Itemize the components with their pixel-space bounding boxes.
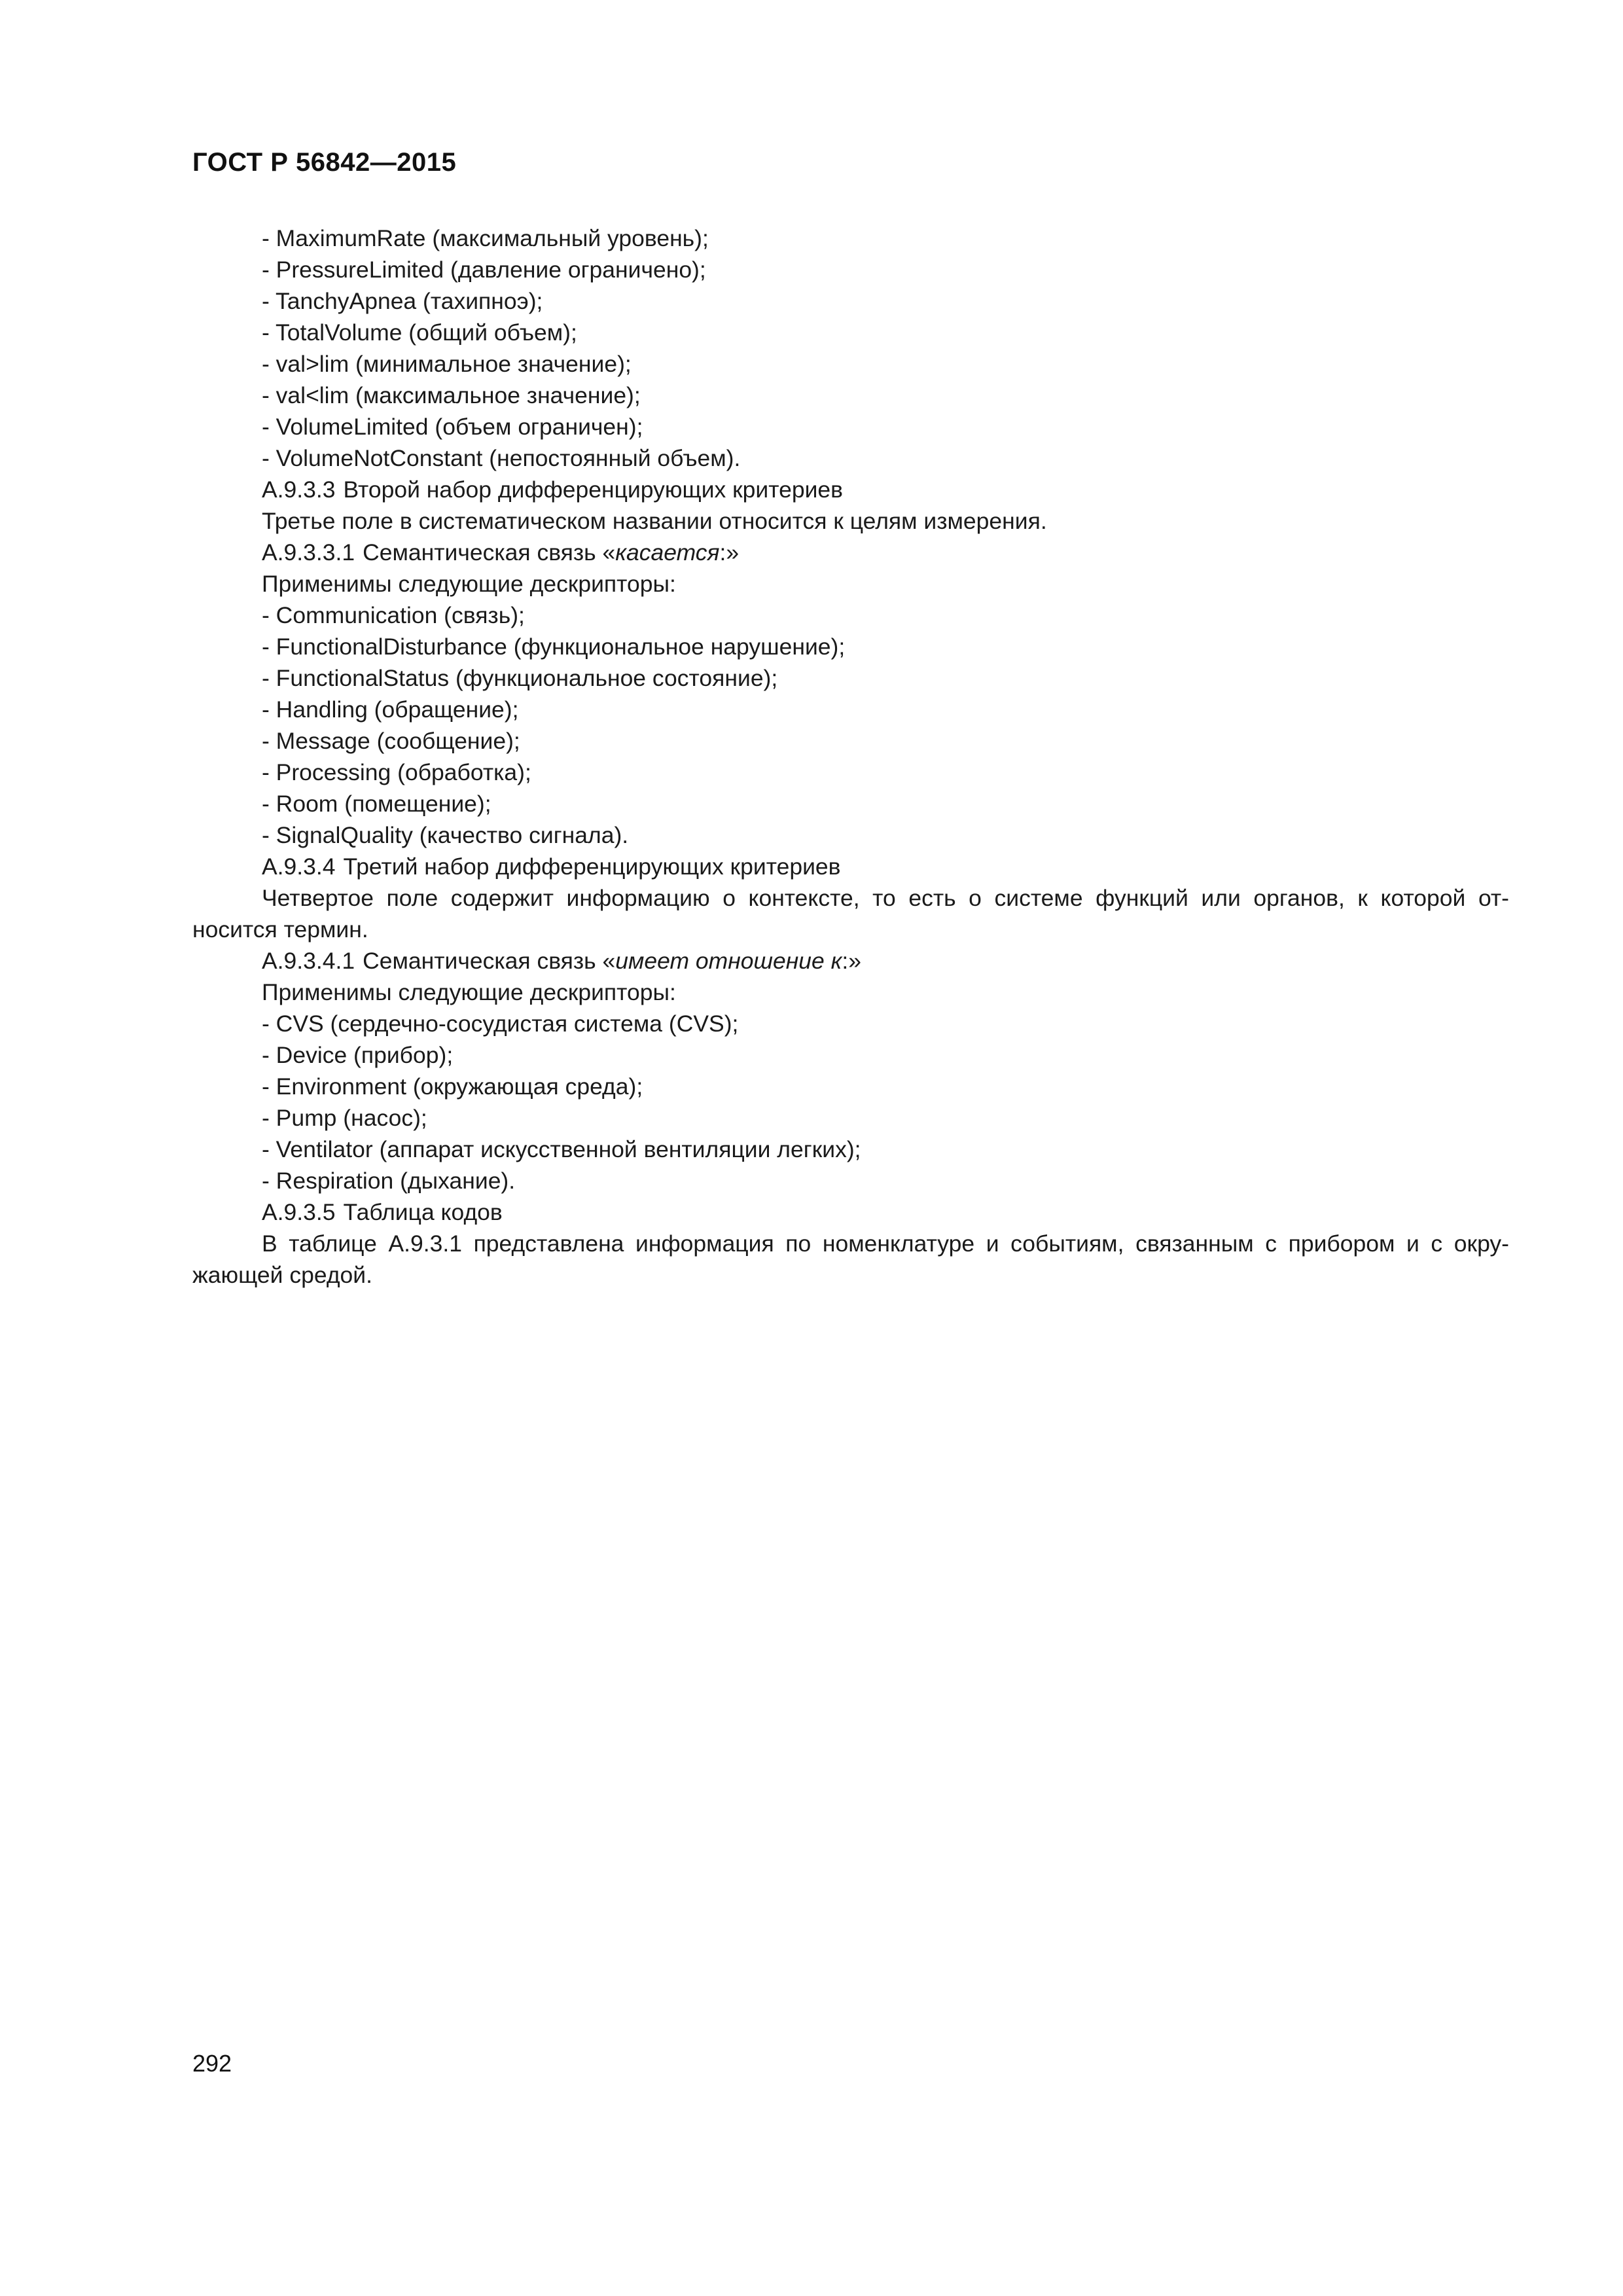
section-title: Второй набор дифференцирующих критериев bbox=[343, 476, 844, 503]
section-number: А.9.3.4.1 bbox=[262, 948, 355, 974]
list-item: - Ventilator (аппарат искусственной вентиляции легких); bbox=[262, 1136, 861, 1162]
list-item: - VolumeLimited (объем ограничен); bbox=[262, 414, 643, 440]
list-item: - Processing (обработка); bbox=[262, 759, 531, 785]
paragraph: Третье поле в систематическом названии относится к целям измерения. bbox=[262, 508, 1047, 534]
list-item: - MaximumRate (максимальный уровень); bbox=[262, 225, 709, 251]
list-item: - TotalVolume (общий объем); bbox=[262, 319, 577, 346]
section-title: Таблица кодов bbox=[343, 1199, 503, 1225]
list-item: - Communication (связь); bbox=[262, 602, 525, 628]
section-title-italic: касается bbox=[615, 539, 720, 565]
paragraph: Применимы следующие дескрипторы: bbox=[262, 979, 676, 1005]
section-title-prefix: Семантическая связь « bbox=[363, 948, 616, 974]
list-item: - val>lim (минимальное значение); bbox=[262, 351, 632, 377]
list-item: - Environment (окружающая среда); bbox=[262, 1073, 643, 1100]
document-body bbox=[192, 223, 1509, 1291]
list-item: - Pump (насос); bbox=[262, 1105, 427, 1131]
section-title: Третий набор дифференцирующих критериев bbox=[343, 853, 841, 880]
list-item: - Room (помещение); bbox=[262, 791, 491, 817]
list-item: - val<lim (максимальное значение); bbox=[262, 382, 641, 408]
section-heading-a933 bbox=[192, 474, 1509, 505]
list-item: - TanchyApnea (тахипноэ); bbox=[262, 288, 543, 314]
section-heading-a934 bbox=[192, 851, 1509, 882]
document-header: ГОСТ Р 56842—2015 bbox=[192, 148, 457, 177]
list-item: - Device (прибор); bbox=[262, 1042, 454, 1068]
paragraph-line: В таблице А.9.3.1 представлена информация по номенклатуре и событиям, связанным с прибором и с окру- bbox=[262, 1230, 1509, 1257]
paragraph: Применимы следующие дескрипторы: bbox=[262, 571, 676, 597]
section-number: А.9.3.4 bbox=[262, 853, 336, 880]
list-item: - Handling (обращение); bbox=[262, 696, 519, 723]
list-item: - FunctionalStatus (функциональное состояние); bbox=[262, 665, 778, 691]
section-title-italic: имеет отношение к bbox=[615, 948, 842, 974]
section-heading-a9331 bbox=[192, 537, 1509, 568]
page-number: 292 bbox=[192, 2050, 232, 2077]
section-title-suffix: :» bbox=[842, 948, 861, 974]
section-heading-a9341 bbox=[192, 945, 1509, 977]
list-item: - PressureLimited (давление ограничено); bbox=[262, 257, 706, 283]
list-item: - VolumeNotConstant (непостоянный объем). bbox=[262, 445, 741, 471]
section-heading-a935 bbox=[192, 1196, 1509, 1228]
paragraph bbox=[192, 882, 1509, 945]
list-item: - Respiration (дыхание). bbox=[262, 1168, 516, 1194]
section-title-suffix: :» bbox=[719, 539, 740, 565]
list-item: - CVS (сердечно-сосудистая система (CVS); bbox=[262, 1011, 739, 1037]
list-item: - Message (сообщение); bbox=[262, 728, 520, 754]
descriptor-list-1 bbox=[192, 223, 1509, 474]
section-number: А.9.3.5 bbox=[262, 1199, 336, 1225]
list-item: - FunctionalDisturbance (функциональное нарушение); bbox=[262, 634, 846, 660]
descriptor-list-2 bbox=[192, 600, 1509, 851]
list-item: - SignalQuality (качество сигнала). bbox=[262, 822, 629, 848]
paragraph-line: Четвертое поле содержит информацию о контексте, то есть о системе функций или органов, к которой от- bbox=[262, 885, 1509, 911]
paragraph-line: жающей средой. bbox=[192, 1262, 372, 1288]
section-number: А.9.3.3 bbox=[262, 476, 336, 503]
descriptor-list-3 bbox=[192, 1008, 1509, 1196]
section-number: А.9.3.3.1 bbox=[262, 539, 355, 565]
section-title-prefix: Семантическая связь « bbox=[363, 539, 616, 565]
paragraph-line: носится термин. bbox=[192, 916, 368, 942]
paragraph bbox=[192, 1228, 1509, 1291]
